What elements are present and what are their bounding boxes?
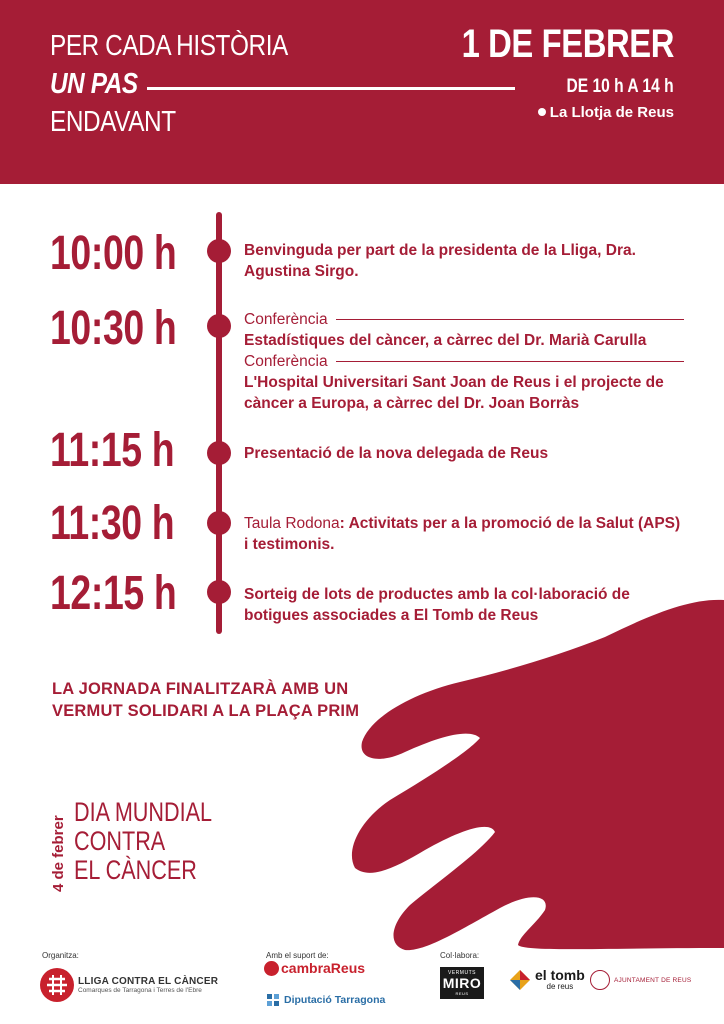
miro-bottom-text: REUS bbox=[455, 991, 469, 996]
schedule-item-presentation: Presentació de la nova delegada de Reus bbox=[244, 445, 549, 462]
schedule-item-raffle: Sorteig de lots de productes amb la col·laboració de botigues associades a El Tomb de Reus bbox=[244, 586, 630, 624]
conference-label: Conferència bbox=[244, 311, 328, 328]
ajuntament-name: AJUNTAMENT DE REUS bbox=[614, 976, 692, 984]
tomb-subtitle: de reus bbox=[546, 982, 574, 991]
lliga-subtitle: Comarques de Tarragona i Terres de l'Ebre bbox=[78, 987, 202, 994]
timeline-dot bbox=[207, 239, 231, 263]
slogan-line-3: ENDAVANT bbox=[50, 106, 176, 138]
miro-top-text: VERMUTS bbox=[448, 970, 476, 976]
conference-rule bbox=[336, 319, 684, 321]
conference-1-text: Estadístiques del càncer, a càrrec del Dr. Marià Carulla bbox=[244, 332, 647, 349]
timeline-dot bbox=[207, 314, 231, 338]
organitza-label: Organitza: bbox=[42, 951, 79, 960]
cambra-c-icon bbox=[264, 961, 279, 976]
collabora-label: Col·labora: bbox=[440, 951, 480, 960]
venue-label: La Llotja de Reus bbox=[549, 104, 674, 121]
conference-2-text: L'Hospital Universitari Sant Joan de Reus i el projecte de càncer a Europa, a càrrec del Dr. Joan Borràs bbox=[244, 374, 664, 412]
ajuntament-logo bbox=[590, 970, 691, 990]
conference-label-row bbox=[244, 309, 684, 330]
closing-line-1: LA JORNADA FINALITZARÀ AMB UN bbox=[52, 680, 349, 698]
lliga-name: LLIGA CONTRA EL CÀNCER bbox=[78, 976, 219, 987]
miro-logo bbox=[440, 967, 484, 999]
lliga-logo-block bbox=[40, 968, 218, 1002]
cambra-name: cambraReus bbox=[281, 960, 366, 976]
time-1215: 12:15 h bbox=[50, 567, 177, 620]
world-day-line-2: CONTRA bbox=[74, 826, 166, 856]
diputacio-mark-icon bbox=[266, 993, 280, 1007]
round-table-text: Activitats per a la promoció de la Salut (APS) i testimonis. bbox=[244, 515, 681, 553]
time-1115: 11:15 h bbox=[50, 424, 175, 477]
cambra-logo bbox=[264, 960, 365, 976]
lliga-logo-icon bbox=[40, 968, 74, 1002]
schedule-item-round-table: Taula Rodona: Activitats per a la promoció de la Salut (APS) i testimonis. bbox=[244, 515, 681, 553]
conference-label: Conferència bbox=[244, 353, 328, 370]
world-day-line-3: EL CÀNCER bbox=[74, 855, 197, 885]
timeline-dot bbox=[207, 580, 231, 604]
diputacio-logo bbox=[266, 993, 385, 1007]
conference-rule bbox=[336, 361, 684, 363]
conference-label-row bbox=[244, 351, 684, 372]
timeline-line bbox=[216, 212, 222, 634]
event-hours: DE 10 h A 14 h bbox=[566, 76, 674, 97]
closing-note bbox=[52, 678, 359, 722]
event-date: 1 DE FEBRER bbox=[461, 22, 674, 66]
tomb-name: el tomb bbox=[535, 967, 585, 983]
world-day-line-1: DIA MUNDIAL bbox=[74, 797, 213, 827]
time-1000: 10:00 h bbox=[50, 227, 177, 280]
closing-line-2: VERMUT SOLIDARI A LA PLAÇA PRIM bbox=[52, 702, 360, 720]
ajuntament-seal-icon bbox=[590, 970, 610, 990]
world-day-date: 4 de febrer bbox=[50, 815, 67, 892]
round-table-label: Taula Rodona bbox=[244, 515, 340, 532]
timeline-dot bbox=[207, 441, 231, 465]
suport-label: Amb el suport de: bbox=[266, 951, 329, 960]
schedule-item-welcome: Benvinguda per part de la presidenta de la Lliga, Dra. Agustina Sirgo. bbox=[244, 242, 636, 280]
diputacio-name: Diputació Tarragona bbox=[284, 994, 386, 1006]
tomb-mark-icon bbox=[509, 969, 531, 991]
slogan-line-2: UN PAS bbox=[50, 68, 138, 100]
tomb-logo bbox=[509, 968, 585, 991]
schedule-item-conference-1 bbox=[244, 309, 684, 414]
timeline-dot bbox=[207, 511, 231, 535]
time-1130: 11:30 h bbox=[50, 497, 175, 550]
world-day-title bbox=[74, 798, 212, 885]
time-1030: 10:30 h bbox=[50, 302, 177, 355]
miro-name: MIRO bbox=[442, 975, 482, 991]
slogan-line-1: PER CADA HISTÒRIA bbox=[50, 30, 288, 62]
